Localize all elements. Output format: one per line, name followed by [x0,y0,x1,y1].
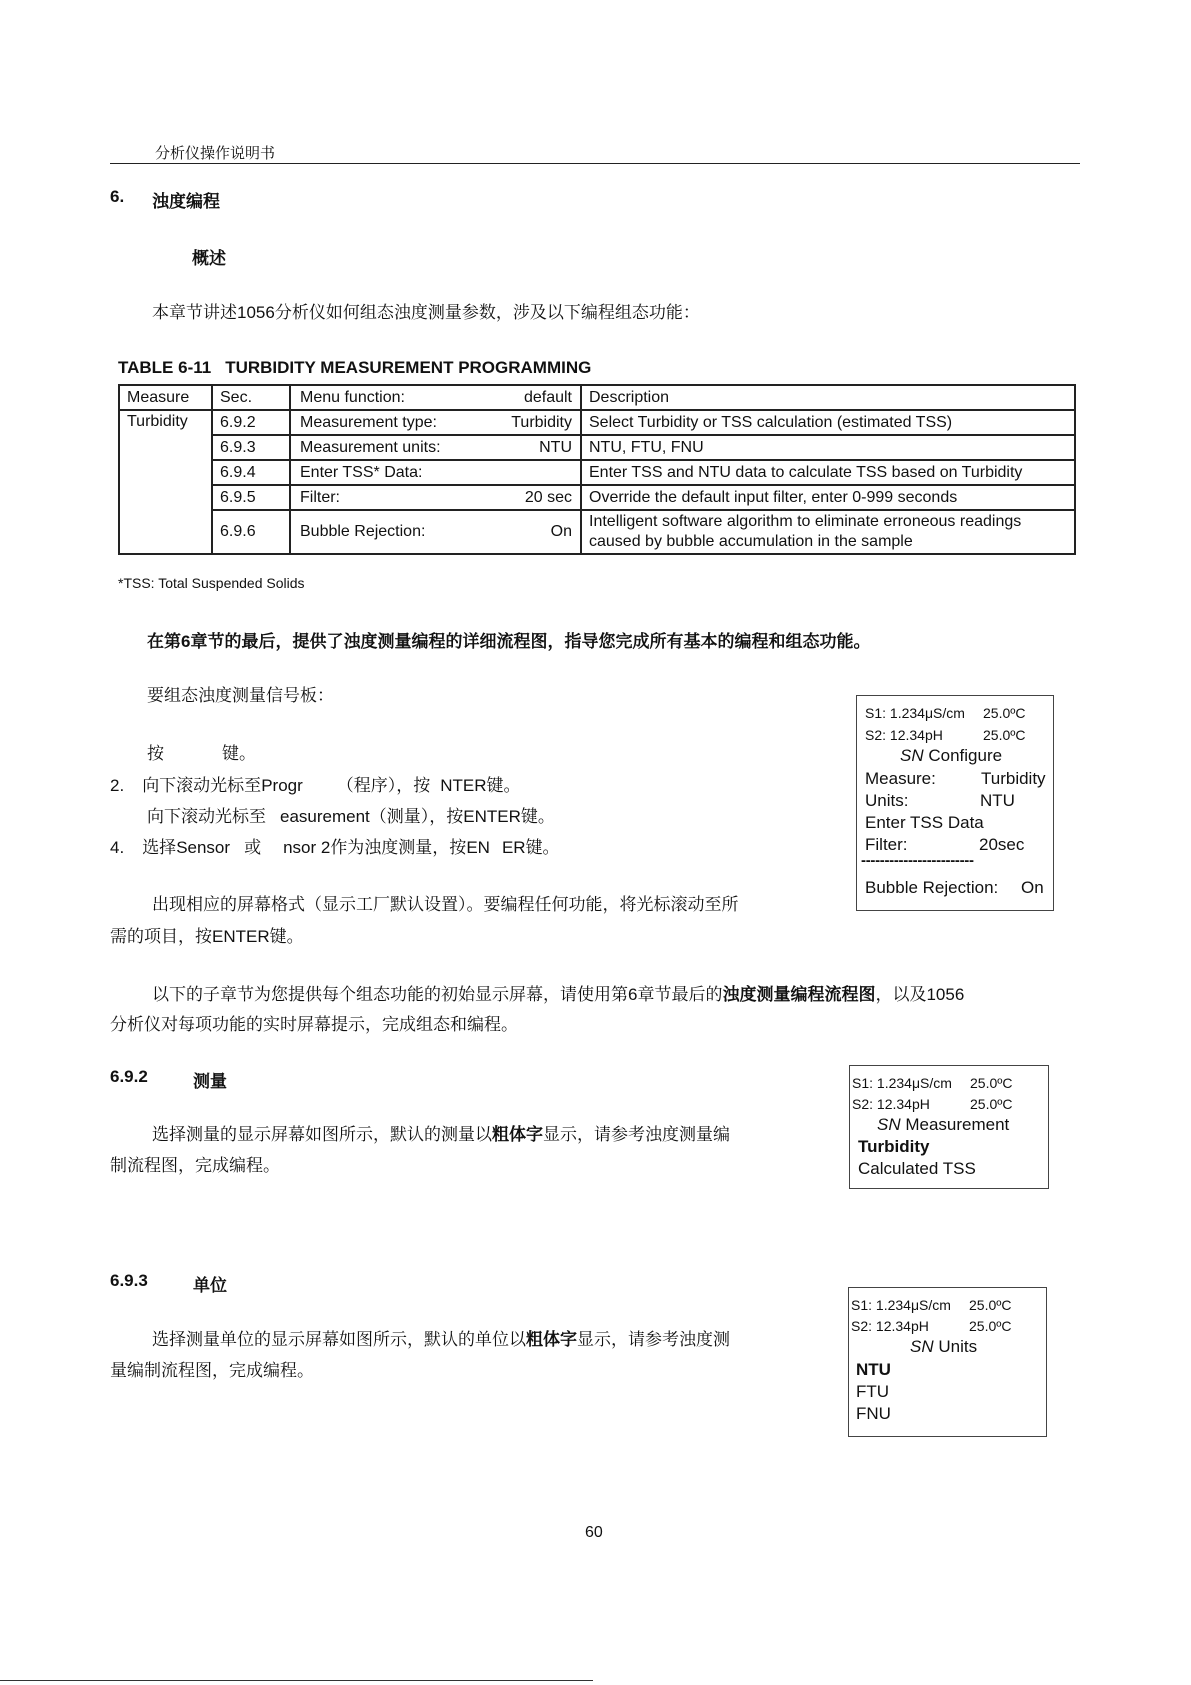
screen-paragraph-line-1: 出现相应的屏幕格式（显示工厂默认设置）。要编程任何功能，将光标滚动至所 [152,895,739,915]
table-caption: TABLE 6-11 TURBIDITY MEASUREMENT PROGRAMMING [118,358,592,377]
lcd-configure-screen: S1: 1.234μS/cm 25.0ºC S2: 12.34pH 25.0ºC SN Configure Measure: Turbidity Units: NTU Enter TSS Data Filter: 20sec ------------------------ Bubble Rejection: On [856,695,1054,911]
menu-cell: Filter: 20 sec [290,485,581,510]
description-cell: NTU, FTU, FNU [581,435,1075,460]
table-row [119,435,1075,460]
description-cell: Override the default input filter, enter 0-999 seconds [581,485,1075,510]
measure-cell: Turbidity [119,410,212,554]
step-2: 2. 向下滚动光标至Progr （程序），按 NTER键。 [110,776,521,796]
page-number: 60 [585,1524,603,1541]
section-number: 6. [110,187,125,206]
section-693-paragraph-line-1: 选择测量单位的显示屏幕如图所示，默认的单位以粗体字显示，请参考浊度测 [152,1330,730,1350]
sec-cell: 6.9.5 [212,485,290,510]
lcd-measurement-screen: S1: 1.234μS/cm 25.0ºC S2: 12.34pH 25.0ºC SN Measurement Turbidity Calculated TSS [849,1065,1049,1189]
step-4: 4. 选择Sensor 或 nsor 2作为浊度测量，按EN ER键。 [110,838,560,858]
menu-cell: Bubble Rejection: On [290,510,581,554]
section-title: 浊度编程 [152,192,220,212]
sec-cell: 6.9.6 [212,510,290,554]
turbidity-programming-table [118,384,1076,555]
section-693-heading: 6.9.3 单位 [110,1271,227,1296]
description-cell: Select Turbidity or TSS calculation (estimated TSS) [581,410,1075,435]
header-default: default [523,388,572,406]
overview-heading: 概述 [192,249,226,269]
menu-cell: Measurement type: Turbidity [290,410,581,435]
table-row [119,460,1075,485]
header-divider [110,163,1080,164]
header-description: Description [581,385,1075,410]
table-row [119,510,1075,554]
table-footnote: *TSS: Total Suspended Solids [118,575,305,591]
table-row [119,485,1075,510]
section-692-heading: 6.9.2 测量 [110,1067,227,1092]
flowchart-note: 在第6章节的最后，提供了浊度测量编程的详细流程图，指导您完成所有基本的编程和组态功能。 [147,632,871,652]
overview-paragraph: 本章节讲述1056分析仪如何组态浊度测量参数，涉及以下编程组态功能： [152,303,700,323]
description-cell: Enter TSS and NTU data to calculate TSS based on Turbidity [581,460,1075,485]
header-measure: Measure [119,385,212,410]
subsection-paragraph-line-2: 分析仪对每项功能的实时屏幕提示，完成组态和编程。 [110,1015,518,1035]
section-693-paragraph-line-2: 量编制流程图，完成编程。 [110,1361,314,1381]
sec-cell: 6.9.3 [212,435,290,460]
menu-cell: Measurement units: NTU [290,435,581,460]
subsection-paragraph-line-1: 以下的子章节为您提供每个组态功能的初始显示屏幕，请使用第6章节最后的浊度测量编程流程图，以及1056 [152,985,965,1005]
step-1: 按 键。 [147,744,256,764]
section-692-paragraph-line-1: 选择测量的显示屏幕如图所示，默认的测量以粗体字显示，请参考浊度测量编 [152,1125,730,1145]
running-header: 分析仪操作说明书 [155,144,276,162]
description-cell: Intelligent software algorithm to eliminate erroneous readings caused by bubble accumulation in the sample [581,510,1075,554]
lcd-units-screen: S1: 1.234μS/cm 25.0ºC S2: 12.34pH 25.0ºC SN Units NTU FTU FNU [848,1287,1047,1437]
table-row [119,410,1075,435]
configure-intro: 要组态浊度测量信号板： [147,686,334,706]
table-header-row [119,385,1075,410]
step-3: 向下滚动光标至 easurement（测量），按ENTER键。 [147,807,555,827]
bottom-divider [0,1680,593,1681]
header-menu-function: Menu function: default [290,385,581,410]
section-692-paragraph-line-2: 制流程图，完成编程。 [110,1156,280,1176]
section-heading [110,187,220,212]
header-sec: Sec. [212,385,290,410]
sec-cell: 6.9.2 [212,410,290,435]
menu-cell: Enter TSS* Data: [290,460,581,485]
sec-cell: 6.9.4 [212,460,290,485]
screen-paragraph-line-2: 需的项目，按ENTER键。 [110,927,304,947]
